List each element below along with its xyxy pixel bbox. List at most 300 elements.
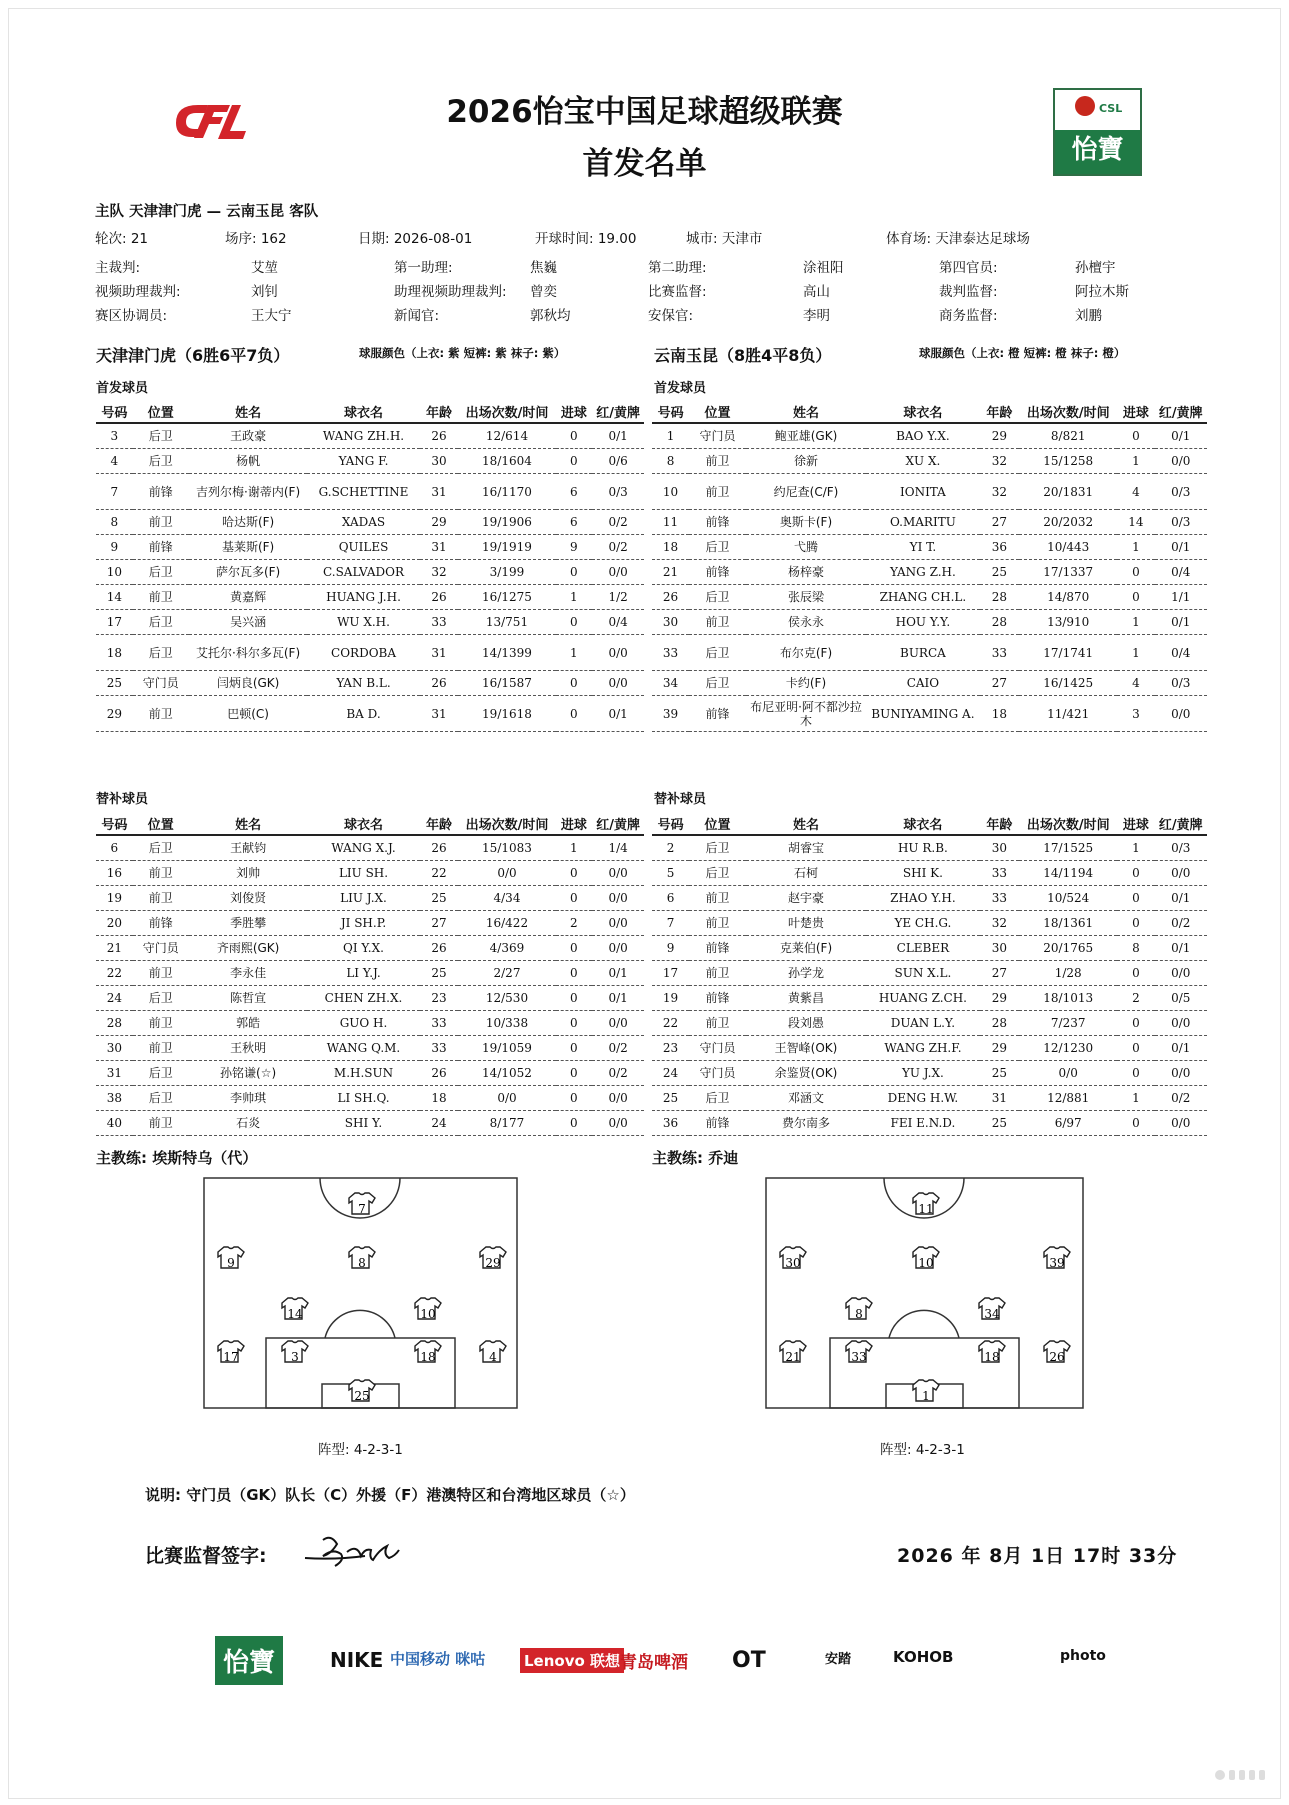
player-cell: 0/5 bbox=[1155, 986, 1208, 1011]
player-cell: 20 bbox=[96, 911, 133, 936]
player-cell: 7 bbox=[96, 474, 133, 510]
player-cell: 0 bbox=[556, 1111, 593, 1136]
player-cell: 1 bbox=[1117, 610, 1154, 635]
player-cell: 0/1 bbox=[1155, 423, 1208, 449]
player-cell: 33 bbox=[652, 635, 689, 671]
player-row bbox=[652, 635, 1207, 671]
player-cell: 28 bbox=[96, 1011, 133, 1036]
player-cell: 前卫 bbox=[133, 961, 189, 986]
player-cell: 0 bbox=[556, 861, 593, 886]
player-cell: 36 bbox=[652, 1111, 689, 1136]
player-cell: 16/1425 bbox=[1019, 671, 1117, 696]
player-cell: 30 bbox=[96, 1036, 133, 1061]
player-cell: 14/1399 bbox=[458, 635, 555, 671]
player-row bbox=[96, 1011, 644, 1036]
home-formation-pitch bbox=[203, 1177, 518, 1409]
venue: 体育场: 天津泰达足球场 bbox=[886, 231, 1030, 247]
player-cell: SUN X.L. bbox=[866, 961, 980, 986]
away-subs-label: 替补球员 bbox=[654, 792, 707, 807]
shirt-number: 18 bbox=[420, 1350, 436, 1364]
player-row bbox=[96, 585, 644, 610]
player-cell: 25 bbox=[980, 560, 1019, 585]
player-row bbox=[652, 696, 1207, 732]
player-cell: 0 bbox=[1117, 861, 1154, 886]
player-cell: 布尔克(F) bbox=[746, 635, 866, 671]
player-row bbox=[96, 961, 644, 986]
player-row bbox=[652, 423, 1207, 449]
player-cell: 后卫 bbox=[133, 610, 189, 635]
player-shirt-icon bbox=[913, 1380, 939, 1403]
official-role: 安保官: bbox=[648, 308, 694, 324]
shirt-number: 29 bbox=[485, 1256, 501, 1270]
shirt-number: 9 bbox=[227, 1256, 235, 1270]
player-shirt-icon bbox=[846, 1341, 872, 1364]
player-cell: 布尼亚明·阿不都沙拉木 bbox=[746, 696, 866, 732]
player-cell: 赵宇豪 bbox=[746, 886, 866, 911]
player-cell: 10/338 bbox=[458, 1011, 555, 1036]
player-cell: YU J.X. bbox=[866, 1061, 980, 1086]
player-cell: 邓涵文 bbox=[746, 1086, 866, 1111]
player-row bbox=[652, 1036, 1207, 1061]
player-cell: 1 bbox=[1117, 635, 1154, 671]
player-cell: 前卫 bbox=[689, 449, 746, 474]
player-row bbox=[652, 585, 1207, 610]
player-cell: CHEN ZH.X. bbox=[307, 986, 419, 1011]
player-cell: 27 bbox=[420, 911, 459, 936]
player-cell: 吉列尔梅·谢蒂内(F) bbox=[189, 474, 308, 510]
shirt-number: 8 bbox=[358, 1256, 366, 1270]
player-row bbox=[96, 986, 644, 1011]
player-cell: 后卫 bbox=[689, 635, 746, 671]
player-cell: DENG H.W. bbox=[866, 1086, 980, 1111]
player-cell: QUILES bbox=[307, 535, 419, 560]
player-cell: 39 bbox=[652, 696, 689, 732]
city: 城市: 天津市 bbox=[686, 231, 763, 247]
official-role: 第二助理: bbox=[648, 260, 707, 276]
player-cell: 0/2 bbox=[592, 1036, 644, 1061]
player-shirt-icon bbox=[415, 1341, 441, 1364]
page-indicator-icon bbox=[1213, 1768, 1273, 1782]
player-cell: 33 bbox=[980, 861, 1019, 886]
player-cell: 14 bbox=[96, 585, 133, 610]
player-cell: C.SALVADOR bbox=[307, 560, 419, 585]
column-header: 进球 bbox=[1117, 812, 1154, 835]
player-cell: 11/421 bbox=[1019, 696, 1117, 732]
shirt-number: 8 bbox=[855, 1307, 863, 1321]
player-cell: 1 bbox=[1117, 1086, 1154, 1111]
player-cell: HUANG J.H. bbox=[307, 585, 419, 610]
player-cell: 0/3 bbox=[1155, 474, 1208, 510]
player-cell: 8/821 bbox=[1019, 423, 1117, 449]
player-cell: 鲍亚雄(GK) bbox=[746, 423, 866, 449]
player-cell: 0/0 bbox=[1155, 696, 1208, 732]
player-cell: 0/0 bbox=[458, 1086, 555, 1111]
signature bbox=[303, 1530, 413, 1570]
column-header: 出场次数/时间 bbox=[458, 400, 555, 423]
player-cell: 1 bbox=[556, 835, 593, 861]
sponsor-logo: 怡寶 bbox=[215, 1636, 283, 1685]
official-name: 王大宁 bbox=[251, 308, 292, 324]
shirt-number: 10 bbox=[918, 1256, 934, 1270]
player-cell: 28 bbox=[980, 610, 1019, 635]
player-cell: 13/751 bbox=[458, 610, 555, 635]
player-row bbox=[652, 1111, 1207, 1136]
player-cell: 齐雨熙(GK) bbox=[189, 936, 308, 961]
player-cell: 6 bbox=[556, 510, 593, 535]
player-cell: 0/1 bbox=[592, 696, 644, 732]
player-cell: LI Y.J. bbox=[307, 961, 419, 986]
official-role: 第一助理: bbox=[394, 260, 453, 276]
column-header: 球衣名 bbox=[307, 812, 419, 835]
player-cell: 31 bbox=[96, 1061, 133, 1086]
column-header: 球衣名 bbox=[866, 400, 980, 423]
player-cell: 18 bbox=[980, 696, 1019, 732]
player-cell: 陈哲宣 bbox=[189, 986, 308, 1011]
column-header: 进球 bbox=[1117, 400, 1154, 423]
player-cell: 6 bbox=[556, 474, 593, 510]
column-header: 进球 bbox=[556, 812, 593, 835]
sponsor-logo: OT bbox=[732, 1648, 766, 1673]
player-cell: YANG F. bbox=[307, 449, 419, 474]
player-cell: 25 bbox=[420, 961, 459, 986]
shirt-number: 21 bbox=[785, 1350, 801, 1364]
player-cell: 16/1275 bbox=[458, 585, 555, 610]
player-cell: 前锋 bbox=[133, 474, 189, 510]
signed-date: 2026 年 8月 1日 17时 33分 bbox=[897, 1545, 1178, 1567]
player-cell: 0/0 bbox=[458, 861, 555, 886]
player-cell: 2 bbox=[1117, 986, 1154, 1011]
shirt-number: 34 bbox=[984, 1307, 1000, 1321]
player-cell: 22 bbox=[96, 961, 133, 986]
official-name: 阿拉木斯 bbox=[1075, 284, 1129, 300]
player-cell: 0/4 bbox=[1155, 560, 1208, 585]
player-row bbox=[96, 535, 644, 560]
home-kit: 球服颜色（上衣: 紫 短裤: 紫 袜子: 紫） bbox=[359, 346, 566, 360]
player-cell: 14 bbox=[1117, 510, 1154, 535]
column-header: 进球 bbox=[556, 400, 593, 423]
player-cell: 1 bbox=[556, 585, 593, 610]
player-cell: 1 bbox=[1117, 835, 1154, 861]
player-cell: 0/0 bbox=[1155, 1061, 1208, 1086]
page-subtitle: 首发名单 bbox=[582, 146, 707, 182]
sponsor-logo: Lenovo 联想 bbox=[520, 1648, 624, 1673]
player-row bbox=[652, 535, 1207, 560]
player-row bbox=[652, 936, 1207, 961]
shirt-number: 26 bbox=[1049, 1350, 1065, 1364]
player-cell: 0 bbox=[556, 423, 593, 449]
player-cell: 18/1013 bbox=[1019, 986, 1117, 1011]
player-cell: 17 bbox=[652, 961, 689, 986]
player-cell: 0 bbox=[1117, 1036, 1154, 1061]
player-cell: 0/3 bbox=[1155, 510, 1208, 535]
home-formation: 阵型: 4-2-3-1 bbox=[318, 1442, 403, 1458]
player-cell: 王秋明 bbox=[189, 1036, 308, 1061]
player-cell: 3 bbox=[96, 423, 133, 449]
player-shirt-icon bbox=[913, 1247, 939, 1270]
player-cell: 前卫 bbox=[689, 961, 746, 986]
player-row bbox=[96, 1086, 644, 1111]
player-cell: 30 bbox=[980, 835, 1019, 861]
player-row bbox=[652, 961, 1207, 986]
column-header: 位置 bbox=[133, 400, 189, 423]
player-shirt-icon bbox=[349, 1380, 375, 1403]
player-shirt-icon bbox=[218, 1247, 244, 1270]
player-cell: 徐新 bbox=[746, 449, 866, 474]
player-cell: BA D. bbox=[307, 696, 419, 732]
player-cell: 1 bbox=[1117, 449, 1154, 474]
column-header: 出场次数/时间 bbox=[1019, 400, 1117, 423]
player-cell: 17/1525 bbox=[1019, 835, 1117, 861]
player-shirt-icon bbox=[282, 1341, 308, 1364]
player-cell: 9 bbox=[96, 535, 133, 560]
player-cell: 15/1258 bbox=[1019, 449, 1117, 474]
player-cell: 杨帆 bbox=[189, 449, 308, 474]
player-cell: 19 bbox=[652, 986, 689, 1011]
player-cell: 刘俊贤 bbox=[189, 886, 308, 911]
player-cell: 0 bbox=[556, 1086, 593, 1111]
official-name: 曾奕 bbox=[530, 284, 557, 300]
player-cell: 4/369 bbox=[458, 936, 555, 961]
player-row bbox=[652, 835, 1207, 861]
player-cell: 0/0 bbox=[1019, 1061, 1117, 1086]
player-cell: 前卫 bbox=[689, 474, 746, 510]
player-cell: 1/2 bbox=[592, 585, 644, 610]
player-cell: M.H.SUN bbox=[307, 1061, 419, 1086]
player-row bbox=[96, 671, 644, 696]
player-cell: 0/0 bbox=[592, 886, 644, 911]
player-cell: 7/237 bbox=[1019, 1011, 1117, 1036]
player-cell: 后卫 bbox=[689, 1086, 746, 1111]
player-cell: 0/3 bbox=[1155, 835, 1208, 861]
player-cell: 李帅琪 bbox=[189, 1086, 308, 1111]
player-cell: 0/2 bbox=[592, 510, 644, 535]
player-cell: YAN B.L. bbox=[307, 671, 419, 696]
player-cell: 前锋 bbox=[689, 986, 746, 1011]
player-cell: 奥斯卡(F) bbox=[746, 510, 866, 535]
player-cell: 黄紫昌 bbox=[746, 986, 866, 1011]
player-cell: 24 bbox=[652, 1061, 689, 1086]
away-coach: 主教练: 乔迪 bbox=[652, 1149, 739, 1167]
shirt-number: 39 bbox=[1049, 1256, 1065, 1270]
player-cell: 2 bbox=[556, 911, 593, 936]
player-cell: 34 bbox=[652, 671, 689, 696]
player-cell: 31 bbox=[420, 474, 459, 510]
player-cell: 2/27 bbox=[458, 961, 555, 986]
column-header: 位置 bbox=[689, 400, 746, 423]
player-cell: 艾托尔·科尔多瓦(F) bbox=[189, 635, 308, 671]
player-cell: 16 bbox=[96, 861, 133, 886]
player-cell: 段刘愚 bbox=[746, 1011, 866, 1036]
player-cell: 1/4 bbox=[592, 835, 644, 861]
player-cell: 32 bbox=[980, 449, 1019, 474]
player-cell: 前卫 bbox=[689, 610, 746, 635]
away-subs-table bbox=[652, 812, 1207, 1136]
column-header: 球衣名 bbox=[307, 400, 419, 423]
player-row bbox=[652, 474, 1207, 510]
player-cell: 0 bbox=[556, 696, 593, 732]
player-cell: 0 bbox=[1117, 1111, 1154, 1136]
player-cell: 王政豪 bbox=[189, 423, 308, 449]
column-header: 红/黄牌 bbox=[592, 812, 644, 835]
player-cell: 31 bbox=[420, 635, 459, 671]
player-cell: 前锋 bbox=[133, 911, 189, 936]
player-cell: 26 bbox=[420, 671, 459, 696]
player-shirt-icon bbox=[846, 1298, 872, 1321]
player-row bbox=[652, 1061, 1207, 1086]
column-header: 年龄 bbox=[980, 812, 1019, 835]
player-cell: SHI K. bbox=[866, 861, 980, 886]
player-cell: 守门员 bbox=[133, 671, 189, 696]
shirt-number: 25 bbox=[354, 1389, 370, 1403]
player-cell: 郭皓 bbox=[189, 1011, 308, 1036]
sponsor-logo: KOHOB bbox=[893, 1648, 954, 1666]
player-cell: 29 bbox=[980, 986, 1019, 1011]
player-cell: 10/524 bbox=[1019, 886, 1117, 911]
player-cell: 0/0 bbox=[1155, 1111, 1208, 1136]
player-row bbox=[96, 423, 644, 449]
column-header: 年龄 bbox=[420, 400, 459, 423]
page-title: 2026怡宝中国足球超级联赛 bbox=[446, 94, 843, 130]
shirt-number: 7 bbox=[358, 1202, 366, 1216]
player-cell: YI T. bbox=[866, 535, 980, 560]
player-cell: 14/870 bbox=[1019, 585, 1117, 610]
player-row bbox=[96, 696, 644, 732]
player-cell: 32 bbox=[980, 911, 1019, 936]
player-cell: O.MARITU bbox=[866, 510, 980, 535]
player-cell: 26 bbox=[420, 936, 459, 961]
player-cell: XU X. bbox=[866, 449, 980, 474]
column-header: 红/黄牌 bbox=[1155, 400, 1208, 423]
player-cell: 后卫 bbox=[133, 560, 189, 585]
home-subs-table bbox=[96, 812, 644, 1136]
player-cell: 前锋 bbox=[689, 560, 746, 585]
player-cell: 前锋 bbox=[689, 1111, 746, 1136]
shirt-number: 33 bbox=[851, 1350, 867, 1364]
player-cell: 30 bbox=[652, 610, 689, 635]
player-cell: 0/0 bbox=[592, 560, 644, 585]
player-cell: 3/199 bbox=[458, 560, 555, 585]
player-cell: 23 bbox=[420, 986, 459, 1011]
player-cell: 8/177 bbox=[458, 1111, 555, 1136]
official-name: 刘钊 bbox=[251, 284, 278, 300]
player-cell: 4 bbox=[1117, 671, 1154, 696]
column-header: 号码 bbox=[652, 812, 689, 835]
player-cell: 前卫 bbox=[133, 1011, 189, 1036]
player-cell: 0/2 bbox=[592, 1061, 644, 1086]
player-cell: 13/910 bbox=[1019, 610, 1117, 635]
player-cell: 16/1587 bbox=[458, 671, 555, 696]
column-header: 姓名 bbox=[189, 812, 308, 835]
official-name: 郭秋均 bbox=[530, 308, 571, 324]
player-cell: BAO Y.X. bbox=[866, 423, 980, 449]
player-cell: 弋腾 bbox=[746, 535, 866, 560]
player-cell: WANG X.J. bbox=[307, 835, 419, 861]
player-cell: 0/1 bbox=[592, 986, 644, 1011]
player-cell: 0/1 bbox=[1155, 936, 1208, 961]
player-cell: 0 bbox=[1117, 1061, 1154, 1086]
player-cell: 0 bbox=[556, 610, 593, 635]
player-cell: 31 bbox=[420, 535, 459, 560]
player-cell: 0/0 bbox=[1155, 861, 1208, 886]
player-cell: WANG ZH.H. bbox=[307, 423, 419, 449]
player-cell: 0/0 bbox=[1155, 449, 1208, 474]
player-cell: 0 bbox=[556, 1011, 593, 1036]
player-cell: 闫炳良(GK) bbox=[189, 671, 308, 696]
player-cell: CORDOBA bbox=[307, 635, 419, 671]
player-cell: 0 bbox=[556, 671, 593, 696]
player-cell: 守门员 bbox=[689, 423, 746, 449]
player-cell: 24 bbox=[96, 986, 133, 1011]
player-cell: 费尔南多 bbox=[746, 1111, 866, 1136]
player-cell: 26 bbox=[652, 585, 689, 610]
player-shirt-icon bbox=[480, 1341, 506, 1364]
player-cell: 0/3 bbox=[592, 474, 644, 510]
player-cell: 4 bbox=[1117, 474, 1154, 510]
player-row bbox=[652, 560, 1207, 585]
player-cell: 0 bbox=[556, 1061, 593, 1086]
official-role: 助理视频助理裁判: bbox=[394, 284, 507, 300]
player-cell: 0 bbox=[556, 560, 593, 585]
player-row bbox=[652, 671, 1207, 696]
player-cell: 28 bbox=[980, 1011, 1019, 1036]
player-cell: 后卫 bbox=[133, 986, 189, 1011]
player-cell: 季胜攀 bbox=[189, 911, 308, 936]
player-cell: 后卫 bbox=[133, 1061, 189, 1086]
player-cell: 26 bbox=[420, 423, 459, 449]
player-row bbox=[652, 861, 1207, 886]
player-row bbox=[652, 1011, 1207, 1036]
teams-line: 主队 天津津门虎 — 云南玉昆 客队 bbox=[95, 204, 319, 220]
player-cell: 23 bbox=[652, 1036, 689, 1061]
player-cell: 王智峰(OK) bbox=[746, 1036, 866, 1061]
player-cell: 26 bbox=[420, 1061, 459, 1086]
player-cell: 6 bbox=[652, 886, 689, 911]
player-cell: 侯永永 bbox=[746, 610, 866, 635]
sponsor-logo: NIKE bbox=[330, 1648, 384, 1672]
player-cell: 石柯 bbox=[746, 861, 866, 886]
player-cell: HU R.B. bbox=[866, 835, 980, 861]
player-cell: 0/0 bbox=[592, 1111, 644, 1136]
player-cell: 后卫 bbox=[689, 535, 746, 560]
player-cell: JI SH.P. bbox=[307, 911, 419, 936]
sponsor-logo: 中国移动 咪咕 bbox=[390, 1650, 486, 1668]
home-coach: 主教练: 埃斯特乌（代） bbox=[96, 1149, 258, 1167]
player-cell: 0 bbox=[556, 986, 593, 1011]
player-cell: 约尼查(C/F) bbox=[746, 474, 866, 510]
player-cell: 后卫 bbox=[689, 861, 746, 886]
player-cell: 17/1337 bbox=[1019, 560, 1117, 585]
player-row bbox=[96, 886, 644, 911]
signature-label: 比赛监督签字: bbox=[145, 1545, 267, 1567]
player-cell: YE CH.G. bbox=[866, 911, 980, 936]
player-shirt-icon bbox=[1044, 1341, 1070, 1364]
player-cell: 前卫 bbox=[133, 886, 189, 911]
player-cell: 守门员 bbox=[689, 1036, 746, 1061]
player-cell: 0 bbox=[556, 936, 593, 961]
player-cell: 前卫 bbox=[689, 886, 746, 911]
player-row bbox=[96, 861, 644, 886]
player-cell: 17 bbox=[96, 610, 133, 635]
player-shirt-icon bbox=[415, 1298, 441, 1321]
player-cell: 4/34 bbox=[458, 886, 555, 911]
player-cell: 25 bbox=[652, 1086, 689, 1111]
player-cell: 1/28 bbox=[1019, 961, 1117, 986]
column-header: 位置 bbox=[133, 812, 189, 835]
player-cell: HOU Y.Y. bbox=[866, 610, 980, 635]
player-cell: 李永佳 bbox=[189, 961, 308, 986]
shirt-number: 30 bbox=[785, 1256, 801, 1270]
player-cell: 5 bbox=[652, 861, 689, 886]
